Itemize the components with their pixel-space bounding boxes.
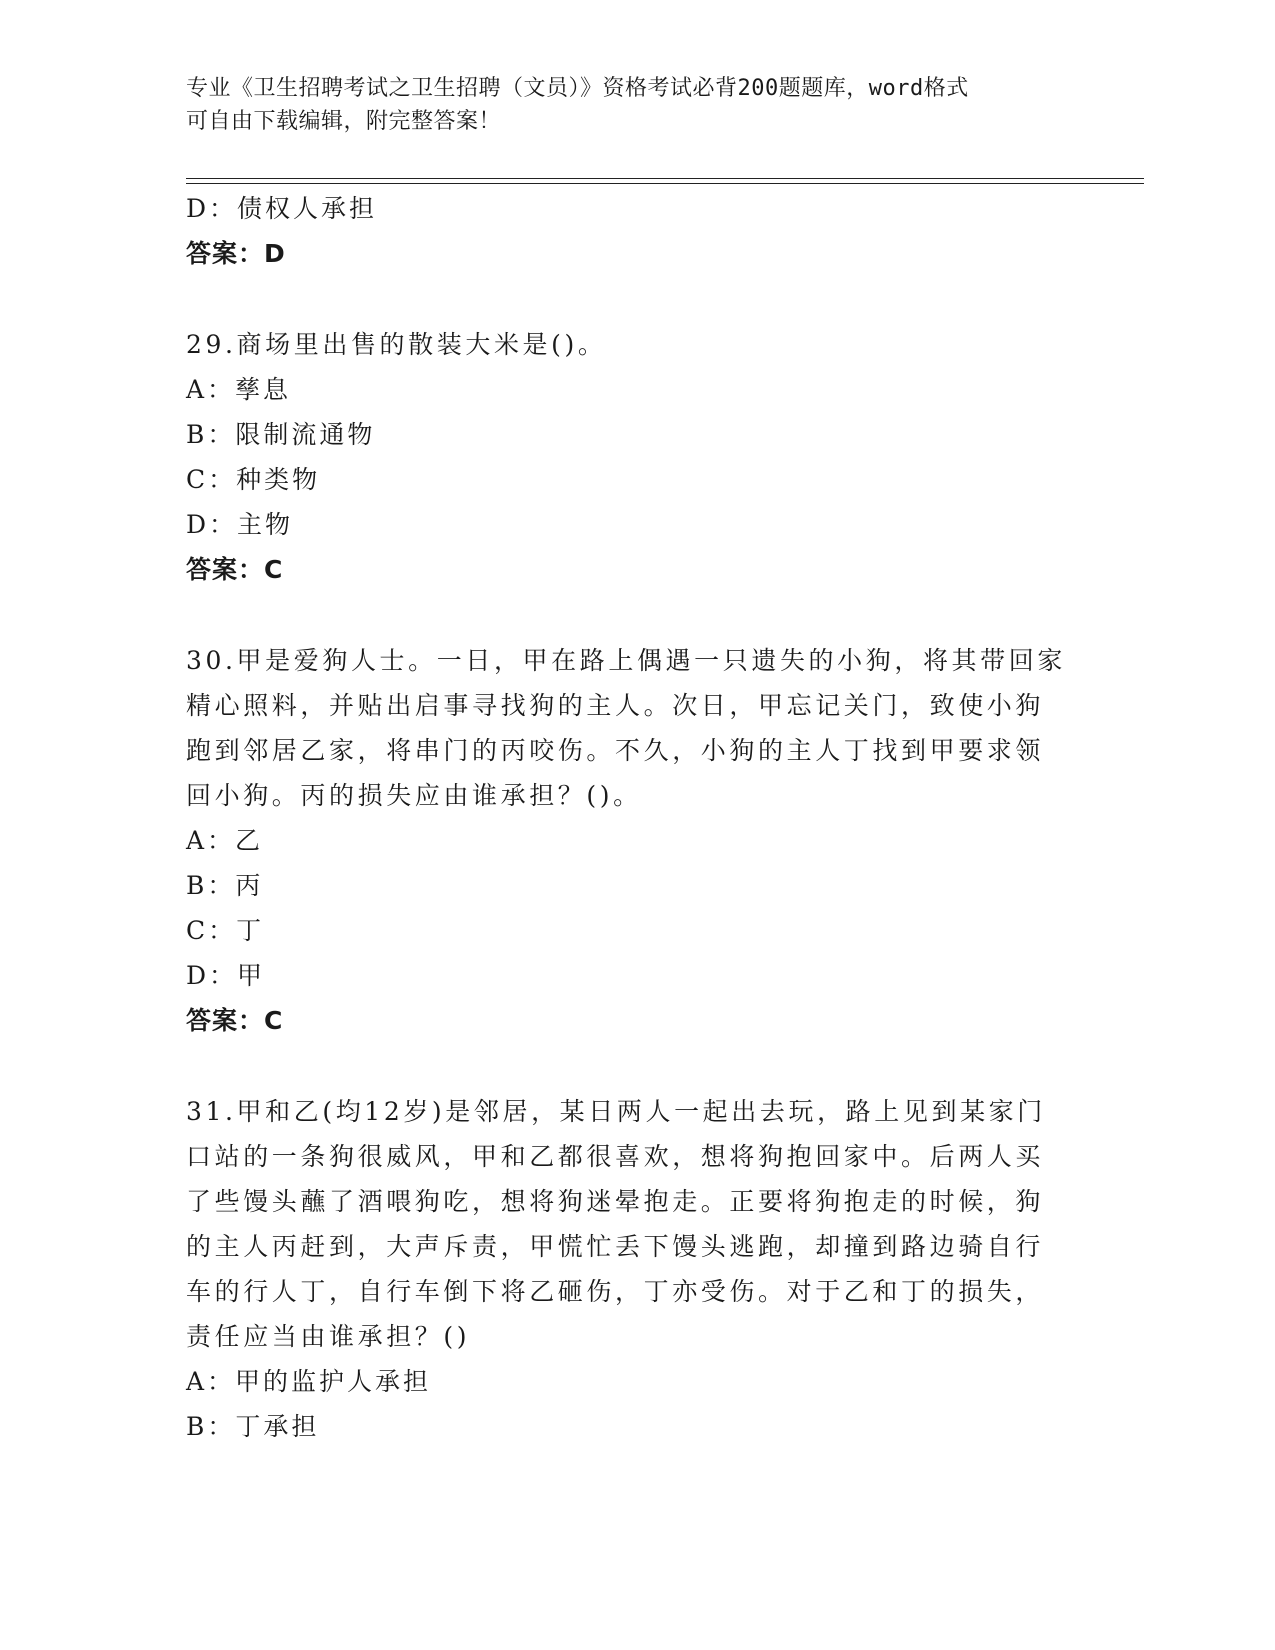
option-d: D：甲 — [186, 961, 266, 990]
answer-line: 答案：C — [186, 1006, 284, 1035]
header-line-2: 可自由下载编辑，附完整答案！ — [186, 109, 502, 134]
question-28-tail — [186, 186, 1086, 276]
question-31 — [186, 1089, 1086, 1449]
stem-line: 了些馒头蘸了酒喂狗吃，想将狗迷晕抱走。正要将狗抱走的时候，狗 — [186, 1187, 1045, 1216]
spacer — [186, 276, 1086, 322]
option-b: B：丁承担 — [186, 1412, 320, 1441]
answer-line: 答案：D — [186, 239, 286, 268]
document-header — [186, 72, 1086, 138]
question-stem — [186, 1089, 1086, 1359]
option-a: A：乙 — [186, 826, 264, 855]
stem-line: 跑到邻居乙家，将串门的丙咬伤。不久，小狗的主人丁找到甲要求领 — [186, 736, 1045, 765]
stem-line: 精心照料，并贴出启事寻找狗的主人。次日，甲忘记关门，致使小狗 — [186, 691, 1045, 720]
header-divider-top — [186, 178, 1144, 179]
option-a: A：甲的监护人承担 — [186, 1367, 432, 1396]
question-stem — [186, 638, 1086, 818]
header-line-1: 专业《卫生招聘考试之卫生招聘（文员）》资格考试必背200题题库，word格式 — [186, 76, 969, 101]
question-stem — [186, 322, 1086, 367]
question-29 — [186, 322, 1086, 592]
stem-line: 车的行人丁，自行车倒下将乙砸伤，丁亦受伤。对于乙和丁的损失， — [186, 1277, 1045, 1306]
question-30 — [186, 638, 1086, 1043]
option-d: D：主物 — [186, 510, 294, 539]
spacer — [186, 1043, 1086, 1089]
option-d: D：债权人承担 — [186, 194, 378, 223]
stem-line: 责任应当由谁承担？() — [186, 1322, 471, 1351]
answer-line: 答案：C — [186, 555, 284, 584]
stem-line: 的主人丙赶到，大声斥责，甲慌忙丢下馒头逃跑，却撞到路边骑自行 — [186, 1232, 1045, 1261]
stem-line: 口站的一条狗很威风，甲和乙都很喜欢，想将狗抱回家中。后两人买 — [186, 1142, 1045, 1171]
header-divider-bottom — [186, 183, 1144, 184]
stem-line: 回小狗。丙的损失应由谁承担？()。 — [186, 781, 642, 810]
stem-line: 29.商场里出售的散装大米是()。 — [186, 330, 607, 359]
document-body — [186, 186, 1086, 1449]
option-c: C：丁 — [186, 916, 265, 945]
option-b: B：限制流通物 — [186, 420, 376, 449]
option-b: B：丙 — [186, 871, 264, 900]
spacer — [186, 592, 1086, 638]
option-a: A：孳息 — [186, 375, 292, 404]
stem-line: 30.甲是爱狗人士。一日，甲在路上偶遇一只遗失的小狗，将其带回家 — [186, 646, 1066, 675]
stem-line: 31.甲和乙(均12岁)是邻居，某日两人一起出去玩，路上见到某家门 — [186, 1097, 1046, 1126]
option-c: C：种类物 — [186, 465, 321, 494]
